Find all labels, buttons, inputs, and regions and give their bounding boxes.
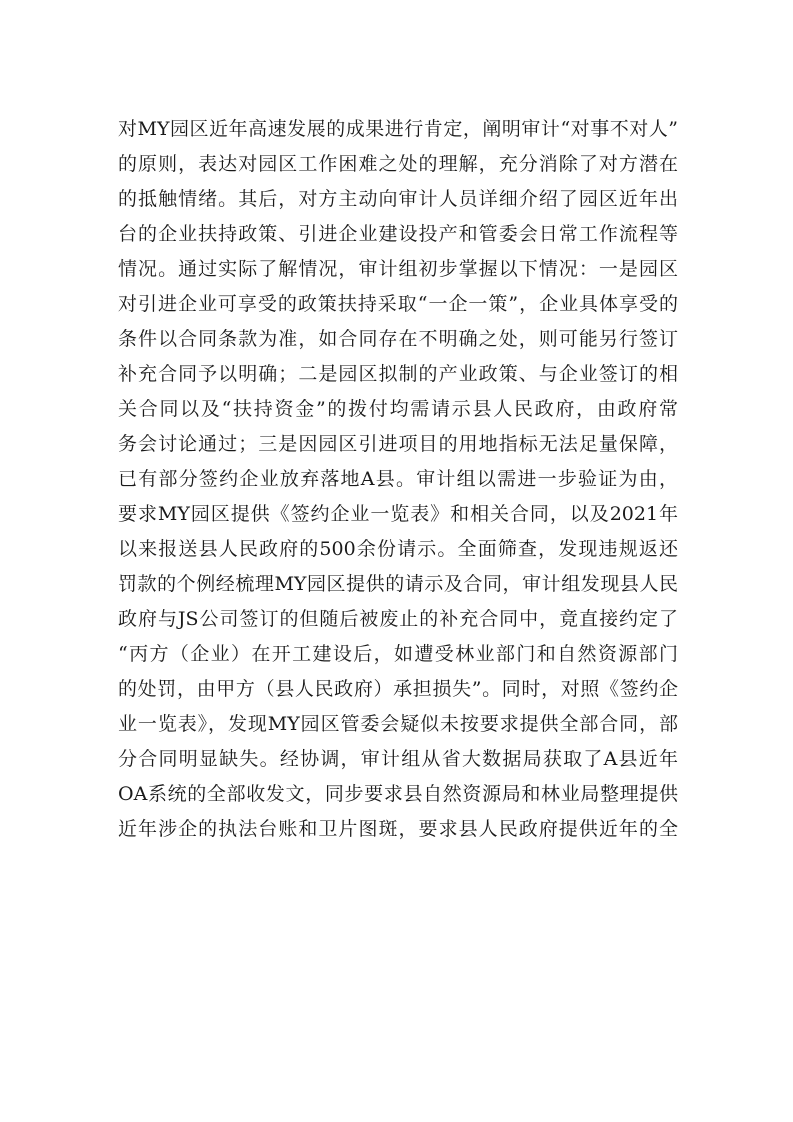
text-line: 要求MY园区提供《签约企业一览表》和相关合同，以及2021年 bbox=[118, 503, 678, 525]
text-line: 情况。通过实际了解情况，审计组初步掌握以下情况：一是园区 bbox=[118, 258, 678, 280]
text-line: 分合同明显缺失。经协调，审计组从省大数据局获取了A县近年 bbox=[118, 748, 678, 770]
text-line: 补充合同予以明确；二是园区拟制的产业政策、与企业签订的相 bbox=[118, 363, 678, 385]
text-line: 对MY园区近年高速发展的成果进行肯定，阐明审计“对事不对人” bbox=[118, 118, 678, 140]
text-line: 政府与JS公司签订的但随后被废止的补充合同中，竟直接约定了 bbox=[118, 608, 678, 630]
text-line: “丙方（企业）在开工建设后，如遭受林业部门和自然资源部门 bbox=[118, 643, 678, 665]
text-line: 对引进企业可享受的政策扶持采取“一企一策”，企业具体享受的 bbox=[118, 293, 678, 315]
text-line: 的原则，表达对园区工作困难之处的理解，充分消除了对方潜在 bbox=[118, 153, 678, 175]
text-line: 的抵触情绪。其后，对方主动向审计人员详细介绍了园区近年出 bbox=[118, 188, 678, 210]
text-line: 台的企业扶持政策、引进企业建设投产和管委会日常工作流程等 bbox=[118, 223, 678, 245]
body-text bbox=[118, 112, 678, 847]
text-line: 近年涉企的执法台账和卫片图斑，要求县人民政府提供近年的全 bbox=[118, 818, 678, 840]
text-line: 业一览表》，发现MY园区管委会疑似未按要求提供全部合同，部 bbox=[118, 713, 678, 735]
text-line: 的处罚，由甲方（县人民政府）承担损失”。同时，对照《签约企 bbox=[118, 678, 678, 700]
text-line: 已有部分签约企业放弃落地A县。审计组以需进一步验证为由， bbox=[118, 468, 678, 490]
text-line: 条件以合同条款为准，如合同存在不明确之处，则可能另行签订 bbox=[118, 328, 678, 350]
text-line: 以来报送县人民政府的500余份请示。全面筛查，发现违规返还 bbox=[118, 538, 678, 560]
text-line: 关合同以及“扶持资金”的拨付均需请示县人民政府，由政府常 bbox=[118, 398, 678, 420]
text-line: OA系统的全部收发文，同步要求县自然资源局和林业局整理提供 bbox=[118, 783, 678, 805]
text-line: 罚款的个例经梳理MY园区提供的请示及合同，审计组发现县人民 bbox=[118, 573, 678, 595]
text-line: 务会讨论通过；三是因园区引进项目的用地指标无法足量保障， bbox=[118, 433, 678, 455]
